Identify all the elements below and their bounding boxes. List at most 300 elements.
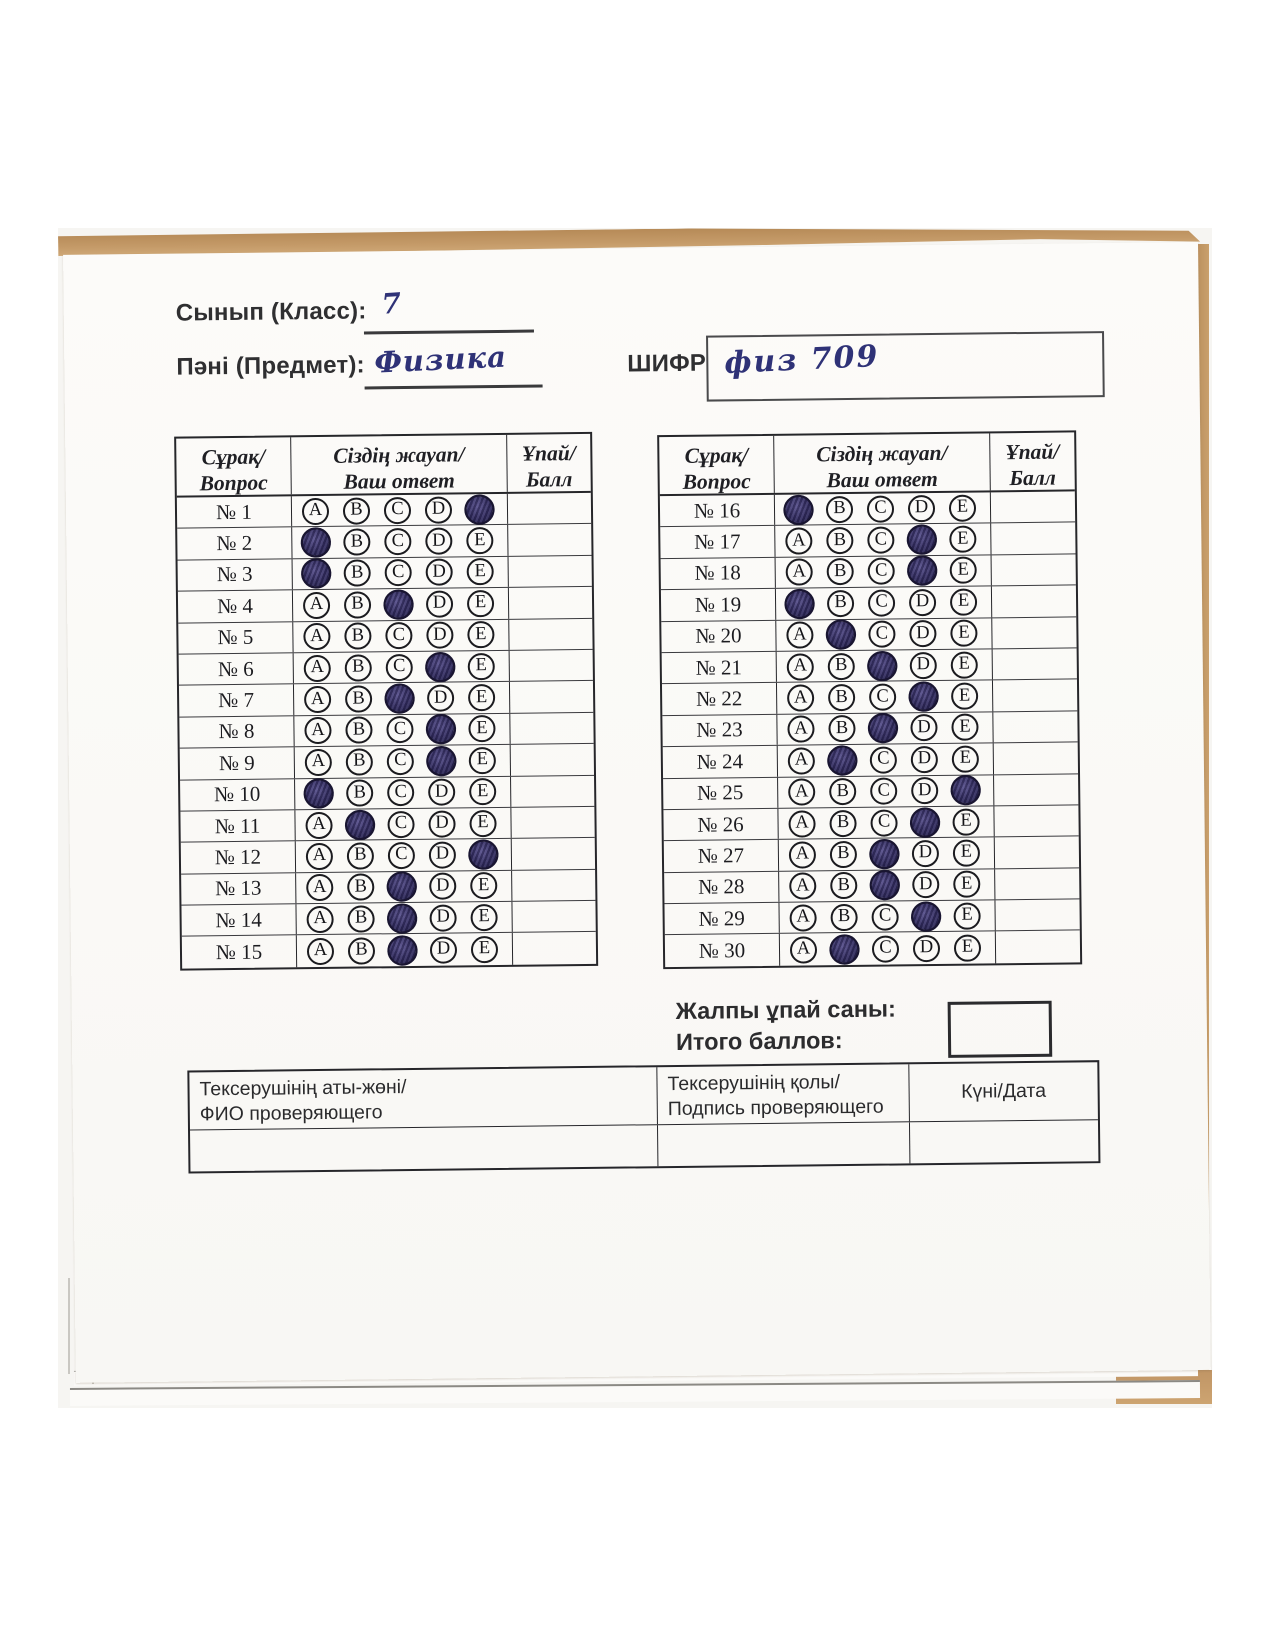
question-number: № 23 (662, 715, 777, 747)
score-cell (994, 774, 1078, 805)
bubble-option-b: B (826, 527, 853, 554)
answer-row (181, 901, 595, 937)
question-number: № 11 (180, 810, 295, 842)
bubble-option-c: C (388, 842, 415, 869)
bubble-option-e: E (951, 714, 978, 741)
subject-field-label: Пәні (Предмет): (176, 351, 365, 381)
bubble-option-a: A (304, 655, 331, 682)
answer-bubbles (777, 712, 993, 745)
answer-row (182, 932, 596, 968)
answer-table-16-30 (657, 430, 1082, 969)
answer-bubbles (297, 933, 513, 967)
bubble-option-a: A (306, 906, 333, 933)
answer-bubbles (296, 902, 512, 935)
bubble-option-b: B (830, 872, 857, 899)
bubble-option-a: A (306, 843, 333, 870)
bubble-option-d: D (910, 714, 937, 741)
bubble-option-c-filled (383, 682, 417, 716)
question-number: № 30 (665, 934, 780, 967)
bubble-option-b: B (347, 842, 374, 869)
answer-row (178, 618, 592, 654)
score-cell (995, 868, 1079, 899)
score-cell (508, 493, 591, 524)
question-number: № 20 (661, 620, 776, 652)
bubble-option-b: B (347, 905, 374, 932)
bubble-option-b: B (827, 558, 854, 585)
bubble-option-c-filled (868, 869, 902, 903)
header-answer-column: Сіздің жауап/ Ваш ответ (774, 433, 991, 492)
answer-row (179, 650, 593, 686)
bubble-option-b-filled (824, 618, 858, 652)
bubble-option-c-filled (866, 712, 900, 746)
answer-bubbles (776, 618, 992, 651)
score-cell (991, 523, 1075, 554)
answer-bubbles (775, 524, 991, 557)
bubble-option-c-filled (382, 588, 416, 622)
checker-table (187, 1060, 1100, 1173)
score-cell (992, 554, 1076, 585)
bubble-option-a: A (787, 653, 814, 680)
bubble-option-b: B (346, 780, 373, 807)
answer-bubbles (775, 492, 991, 525)
score-cell (991, 491, 1075, 522)
score-cell (510, 650, 593, 681)
bubble-option-b: B (343, 528, 370, 555)
bubble-option-c: C (867, 495, 894, 522)
bubble-option-e: E (469, 747, 496, 774)
bubble-option-d: D (910, 652, 937, 679)
score-cell (510, 681, 593, 712)
bubble-option-c-filled (386, 933, 420, 967)
bubble-option-e: E (953, 839, 980, 866)
score-cell (513, 932, 596, 964)
question-number: № 24 (663, 746, 778, 778)
answer-bubbles (777, 681, 993, 714)
bubble-option-e-filled (466, 838, 500, 872)
bubble-option-a: A (304, 686, 331, 713)
bubble-option-b: B (344, 560, 371, 587)
bubble-option-b: B (344, 623, 371, 650)
answer-row (179, 681, 593, 717)
bubble-option-d: D (429, 904, 456, 931)
bubble-option-e: E (468, 684, 495, 711)
bubble-option-c: C (869, 683, 896, 710)
bubble-option-a: A (788, 779, 815, 806)
question-number: № 7 (179, 685, 294, 717)
bubble-option-b-filled (825, 743, 859, 777)
score-cell (508, 524, 591, 555)
bubble-option-a: A (789, 873, 816, 900)
bubble-option-c: C (387, 748, 414, 775)
bubble-option-a-filled (302, 777, 336, 811)
bubble-option-b: B (343, 497, 370, 524)
answer-bubbles (295, 776, 511, 809)
answer-bubbles (294, 714, 510, 747)
answer-bubbles (294, 651, 510, 684)
bubble-option-c: C (384, 528, 411, 555)
answer-bubbles (778, 806, 994, 839)
answer-bubbles (296, 839, 512, 872)
checker-signature-header: Тексерушінің қолы/ Подпись проверяющего (657, 1064, 910, 1124)
score-cell (509, 556, 592, 587)
bubble-option-e: E (467, 558, 494, 585)
subject-handwritten-value: Физика (373, 339, 508, 380)
bubble-option-d-filled (909, 899, 943, 933)
answer-row (662, 680, 1077, 716)
bubble-option-b: B (830, 841, 857, 868)
bubble-option-a: A (303, 623, 330, 650)
question-number: № 21 (662, 652, 777, 684)
bubble-option-d: D (429, 841, 456, 868)
bubble-option-e: E (950, 588, 977, 615)
total-score-label-kk: Жалпы ұпай саны: (675, 995, 896, 1024)
bubble-option-e: E (950, 557, 977, 584)
question-number: № 17 (660, 526, 775, 558)
bubble-option-c: C (385, 559, 412, 586)
answer-bubbles (776, 587, 992, 620)
bubble-option-a: A (785, 527, 812, 554)
answer-sheet-paper (63, 242, 1211, 1383)
answer-bubbles (779, 900, 995, 933)
bubble-option-e: E (953, 871, 980, 898)
header-score-column: Ұпай/ Балл (521, 441, 576, 492)
bubble-option-c: C (387, 779, 414, 806)
answer-bubbles (294, 682, 510, 715)
class-field-label: Сынып (Класс): (175, 297, 367, 327)
checker-name-header: Тексерушінің аты-жөні/ ФИО проверяющего (189, 1067, 658, 1129)
bubble-option-a: A (304, 717, 331, 744)
question-number: № 13 (181, 873, 296, 905)
answer-bubbles (776, 555, 992, 588)
answer-row (662, 711, 1077, 747)
score-cell (512, 901, 595, 932)
bubble-option-d: D (426, 622, 453, 649)
question-number: № 16 (660, 495, 775, 527)
class-underline (364, 330, 534, 334)
bubble-option-e: E (467, 621, 494, 648)
answer-bubbles (778, 743, 994, 776)
bubble-option-d: D (430, 936, 457, 963)
score-cell (509, 618, 592, 649)
bubble-option-b: B (348, 937, 375, 964)
bubble-option-d-filled (905, 554, 939, 588)
header-question-column: Сұрақ/ Вопрос (176, 437, 292, 495)
bubble-option-b: B (344, 591, 371, 618)
question-number: № 18 (661, 558, 776, 590)
bubble-option-a: A (306, 874, 333, 901)
bubble-option-d: D (426, 559, 453, 586)
score-cell (511, 744, 594, 775)
bubble-option-a-filled (299, 557, 333, 591)
question-number: № 5 (178, 622, 293, 654)
bubble-option-d: D (425, 496, 452, 523)
total-score-box (948, 1001, 1053, 1058)
bubble-option-a: A (786, 622, 813, 649)
bubble-option-e: E (469, 778, 496, 805)
class-handwritten-value: 7 (380, 286, 403, 321)
photo-of-answer-sheet (58, 228, 1212, 1408)
bubble-option-d: D (428, 810, 455, 837)
question-number: № 28 (664, 871, 779, 903)
question-number: № 4 (178, 590, 293, 622)
bubble-option-c: C (870, 778, 897, 805)
checker-name-cell (190, 1125, 658, 1171)
question-number: № 2 (177, 528, 292, 560)
checker-date-header: Күні/Дата (961, 1079, 1047, 1103)
question-number: № 12 (181, 842, 296, 874)
answer-bubbles (777, 649, 993, 682)
answer-row (662, 648, 1077, 684)
answer-row (177, 493, 591, 529)
bubble-option-e: E (949, 526, 976, 553)
bubble-option-a: A (787, 684, 814, 711)
answer-table-1-15 (174, 432, 598, 971)
bubble-option-a: A (789, 841, 816, 868)
score-cell (995, 837, 1079, 868)
score-cell (996, 931, 1080, 963)
bubble-option-d: D (911, 777, 938, 804)
answer-row (663, 805, 1078, 841)
question-number: № 26 (663, 809, 778, 841)
answer-table-header (176, 434, 591, 498)
bubble-option-c: C (868, 589, 895, 616)
bubble-option-b: B (345, 654, 372, 681)
bubble-option-c: C (868, 621, 895, 648)
bubble-option-e: E (950, 620, 977, 647)
bubble-option-e: E (949, 494, 976, 521)
bubble-option-e: E (953, 902, 980, 929)
cipher-handwritten-value: физ 709 (723, 338, 881, 382)
question-number: № 10 (180, 779, 295, 811)
bubble-option-e: E (468, 653, 495, 680)
bubble-option-d-filled (907, 680, 941, 714)
answer-row (180, 744, 594, 780)
answer-row (661, 554, 1076, 590)
score-cell (993, 711, 1077, 742)
answer-row (661, 586, 1076, 622)
bubble-option-a: A (303, 592, 330, 619)
bubble-option-e: E (952, 745, 979, 772)
score-cell (509, 587, 592, 618)
bubble-option-a: A (305, 811, 332, 838)
answer-bubbles (779, 869, 995, 902)
bubble-option-b: B (346, 748, 373, 775)
score-cell (993, 648, 1077, 679)
answer-row (664, 837, 1079, 873)
bubble-option-a: A (302, 498, 329, 525)
bubble-option-c: C (868, 558, 895, 585)
bubble-option-c-filled (385, 870, 419, 904)
checker-header-row (189, 1062, 1098, 1130)
bubble-option-a: A (786, 559, 813, 586)
answer-table-header (659, 432, 1075, 496)
answer-row (661, 617, 1076, 653)
header-score-column: Ұпай/ Балл (1005, 439, 1060, 491)
header-answer-column: Сіздің жауап/ Ваш ответ (291, 435, 508, 494)
bubble-option-b-filled (343, 808, 377, 842)
bubble-option-a: A (788, 747, 815, 774)
score-cell (511, 807, 594, 838)
score-cell (995, 899, 1079, 930)
bubble-option-c: C (872, 935, 899, 962)
checker-date-cell (910, 1120, 1098, 1163)
bubble-option-c-filled (385, 901, 419, 935)
answer-row (663, 743, 1078, 779)
bubble-option-c: C (870, 809, 897, 836)
score-cell (512, 838, 595, 869)
question-number: № 1 (177, 496, 292, 528)
bubble-option-a: A (307, 938, 334, 965)
bubble-option-b: B (829, 810, 856, 837)
bubble-option-d: D (428, 779, 455, 806)
bubble-option-c: C (384, 497, 411, 524)
answer-row (178, 587, 592, 623)
question-number: № 22 (662, 683, 777, 715)
checker-signature-cell (658, 1122, 910, 1166)
bubble-option-d: D (427, 685, 454, 712)
bubble-option-e: E (470, 872, 497, 899)
bubble-option-c: C (386, 654, 413, 681)
question-number: № 29 (664, 903, 779, 935)
bubble-option-e: E (466, 527, 493, 554)
score-cell (994, 805, 1078, 836)
answer-row (179, 713, 593, 749)
bubble-option-d: D (912, 871, 939, 898)
total-score-label-ru: Итого баллов: (675, 1027, 843, 1055)
score-cell (994, 743, 1078, 774)
bubble-option-e: E (469, 810, 496, 837)
bubble-option-d-filled (423, 650, 457, 684)
answer-row (663, 774, 1078, 810)
question-number: № 27 (664, 840, 779, 872)
bubble-option-d: D (913, 935, 940, 962)
score-cell (511, 775, 594, 806)
bubble-option-d-filled (424, 713, 458, 747)
bubble-option-c: C (387, 811, 414, 838)
bubble-option-a: A (788, 810, 815, 837)
bubble-option-e: E (468, 715, 495, 742)
bubble-option-c-filled (865, 649, 899, 683)
bubble-option-b: B (830, 904, 857, 931)
subject-underline (365, 384, 543, 389)
bubble-option-a: A (787, 716, 814, 743)
bubble-option-c: C (870, 746, 897, 773)
answer-bubbles (779, 838, 995, 871)
bubble-option-e: E (954, 934, 981, 961)
question-number: № 8 (179, 716, 294, 748)
answer-row (181, 838, 595, 874)
bubble-option-e-filled (463, 492, 497, 526)
bubble-option-a: A (305, 749, 332, 776)
bubble-option-a-filled (783, 587, 817, 621)
bubble-option-d: D (425, 528, 452, 555)
question-number: № 25 (663, 777, 778, 809)
question-number: № 15 (182, 936, 297, 969)
bubble-option-a: A (789, 904, 816, 931)
bubble-option-d: D (909, 589, 936, 616)
answer-bubbles (292, 494, 508, 527)
bubble-option-b: B (829, 778, 856, 805)
bubble-option-d-filled (905, 523, 939, 557)
bubble-option-d: D (909, 620, 936, 647)
answer-row (180, 775, 594, 811)
answer-bubbles (292, 525, 508, 558)
bubble-option-b: B (828, 653, 855, 680)
bubble-option-e-filled (949, 773, 983, 807)
answer-bubbles (293, 619, 509, 652)
bubble-option-a: A (790, 936, 817, 963)
bubble-option-c-filled (867, 837, 901, 871)
score-cell (993, 680, 1077, 711)
answer-row (664, 899, 1079, 935)
question-number: № 14 (181, 904, 296, 936)
bubble-option-d-filled (424, 744, 458, 778)
answer-bubbles (780, 932, 996, 966)
answer-rows-16-30 (660, 491, 1080, 967)
score-cell (510, 713, 593, 744)
bubble-option-b: B (828, 684, 855, 711)
score-cell (992, 586, 1076, 617)
answer-bubbles (293, 557, 509, 590)
question-number: № 6 (179, 653, 294, 685)
bubble-option-e: E (951, 651, 978, 678)
bubble-option-d: D (911, 746, 938, 773)
question-number: № 3 (178, 559, 293, 591)
bubble-option-c: C (867, 527, 894, 554)
bubble-option-a-filled (299, 526, 333, 560)
bubble-option-a-filled (782, 493, 816, 527)
bubble-option-e: E (470, 904, 497, 931)
bubble-option-b: B (826, 496, 853, 523)
answer-row (178, 556, 592, 592)
bubble-option-e: E (467, 590, 494, 617)
bubble-option-e: E (951, 683, 978, 710)
bubble-option-b: B (345, 685, 372, 712)
answer-row (180, 807, 594, 843)
bubble-option-d: D (908, 495, 935, 522)
answer-bubbles (778, 775, 994, 808)
under-sheet-edge (68, 1278, 70, 1374)
answer-row (660, 491, 1075, 527)
score-cell (512, 870, 595, 901)
bubble-option-b: B (828, 715, 855, 742)
answer-bubbles (296, 871, 512, 904)
bubble-option-c: C (386, 716, 413, 743)
question-number: № 9 (180, 747, 295, 779)
answer-row (664, 868, 1079, 904)
bubble-option-e: E (952, 808, 979, 835)
answer-row (177, 524, 591, 560)
bubble-option-c: C (385, 622, 412, 649)
bubble-option-d: D (429, 873, 456, 900)
bubble-option-c: C (871, 903, 898, 930)
answer-row (181, 870, 595, 906)
answer-bubbles (293, 588, 509, 621)
question-number: № 19 (661, 589, 776, 621)
bubble-option-d-filled (908, 805, 942, 839)
bubble-option-b-filled (828, 932, 862, 966)
bubble-option-d: D (912, 840, 939, 867)
bubble-option-e: E (471, 936, 498, 963)
answer-bubbles (295, 808, 511, 841)
answer-rows-1-15 (177, 493, 596, 969)
bubble-option-b: B (347, 874, 374, 901)
cipher-field-label: ШИФР (627, 349, 707, 378)
bubble-option-b: B (827, 590, 854, 617)
answer-bubbles (295, 745, 511, 778)
header-question-column: Сұрақ/ Вопрос (659, 436, 775, 494)
answer-row (665, 931, 1080, 967)
